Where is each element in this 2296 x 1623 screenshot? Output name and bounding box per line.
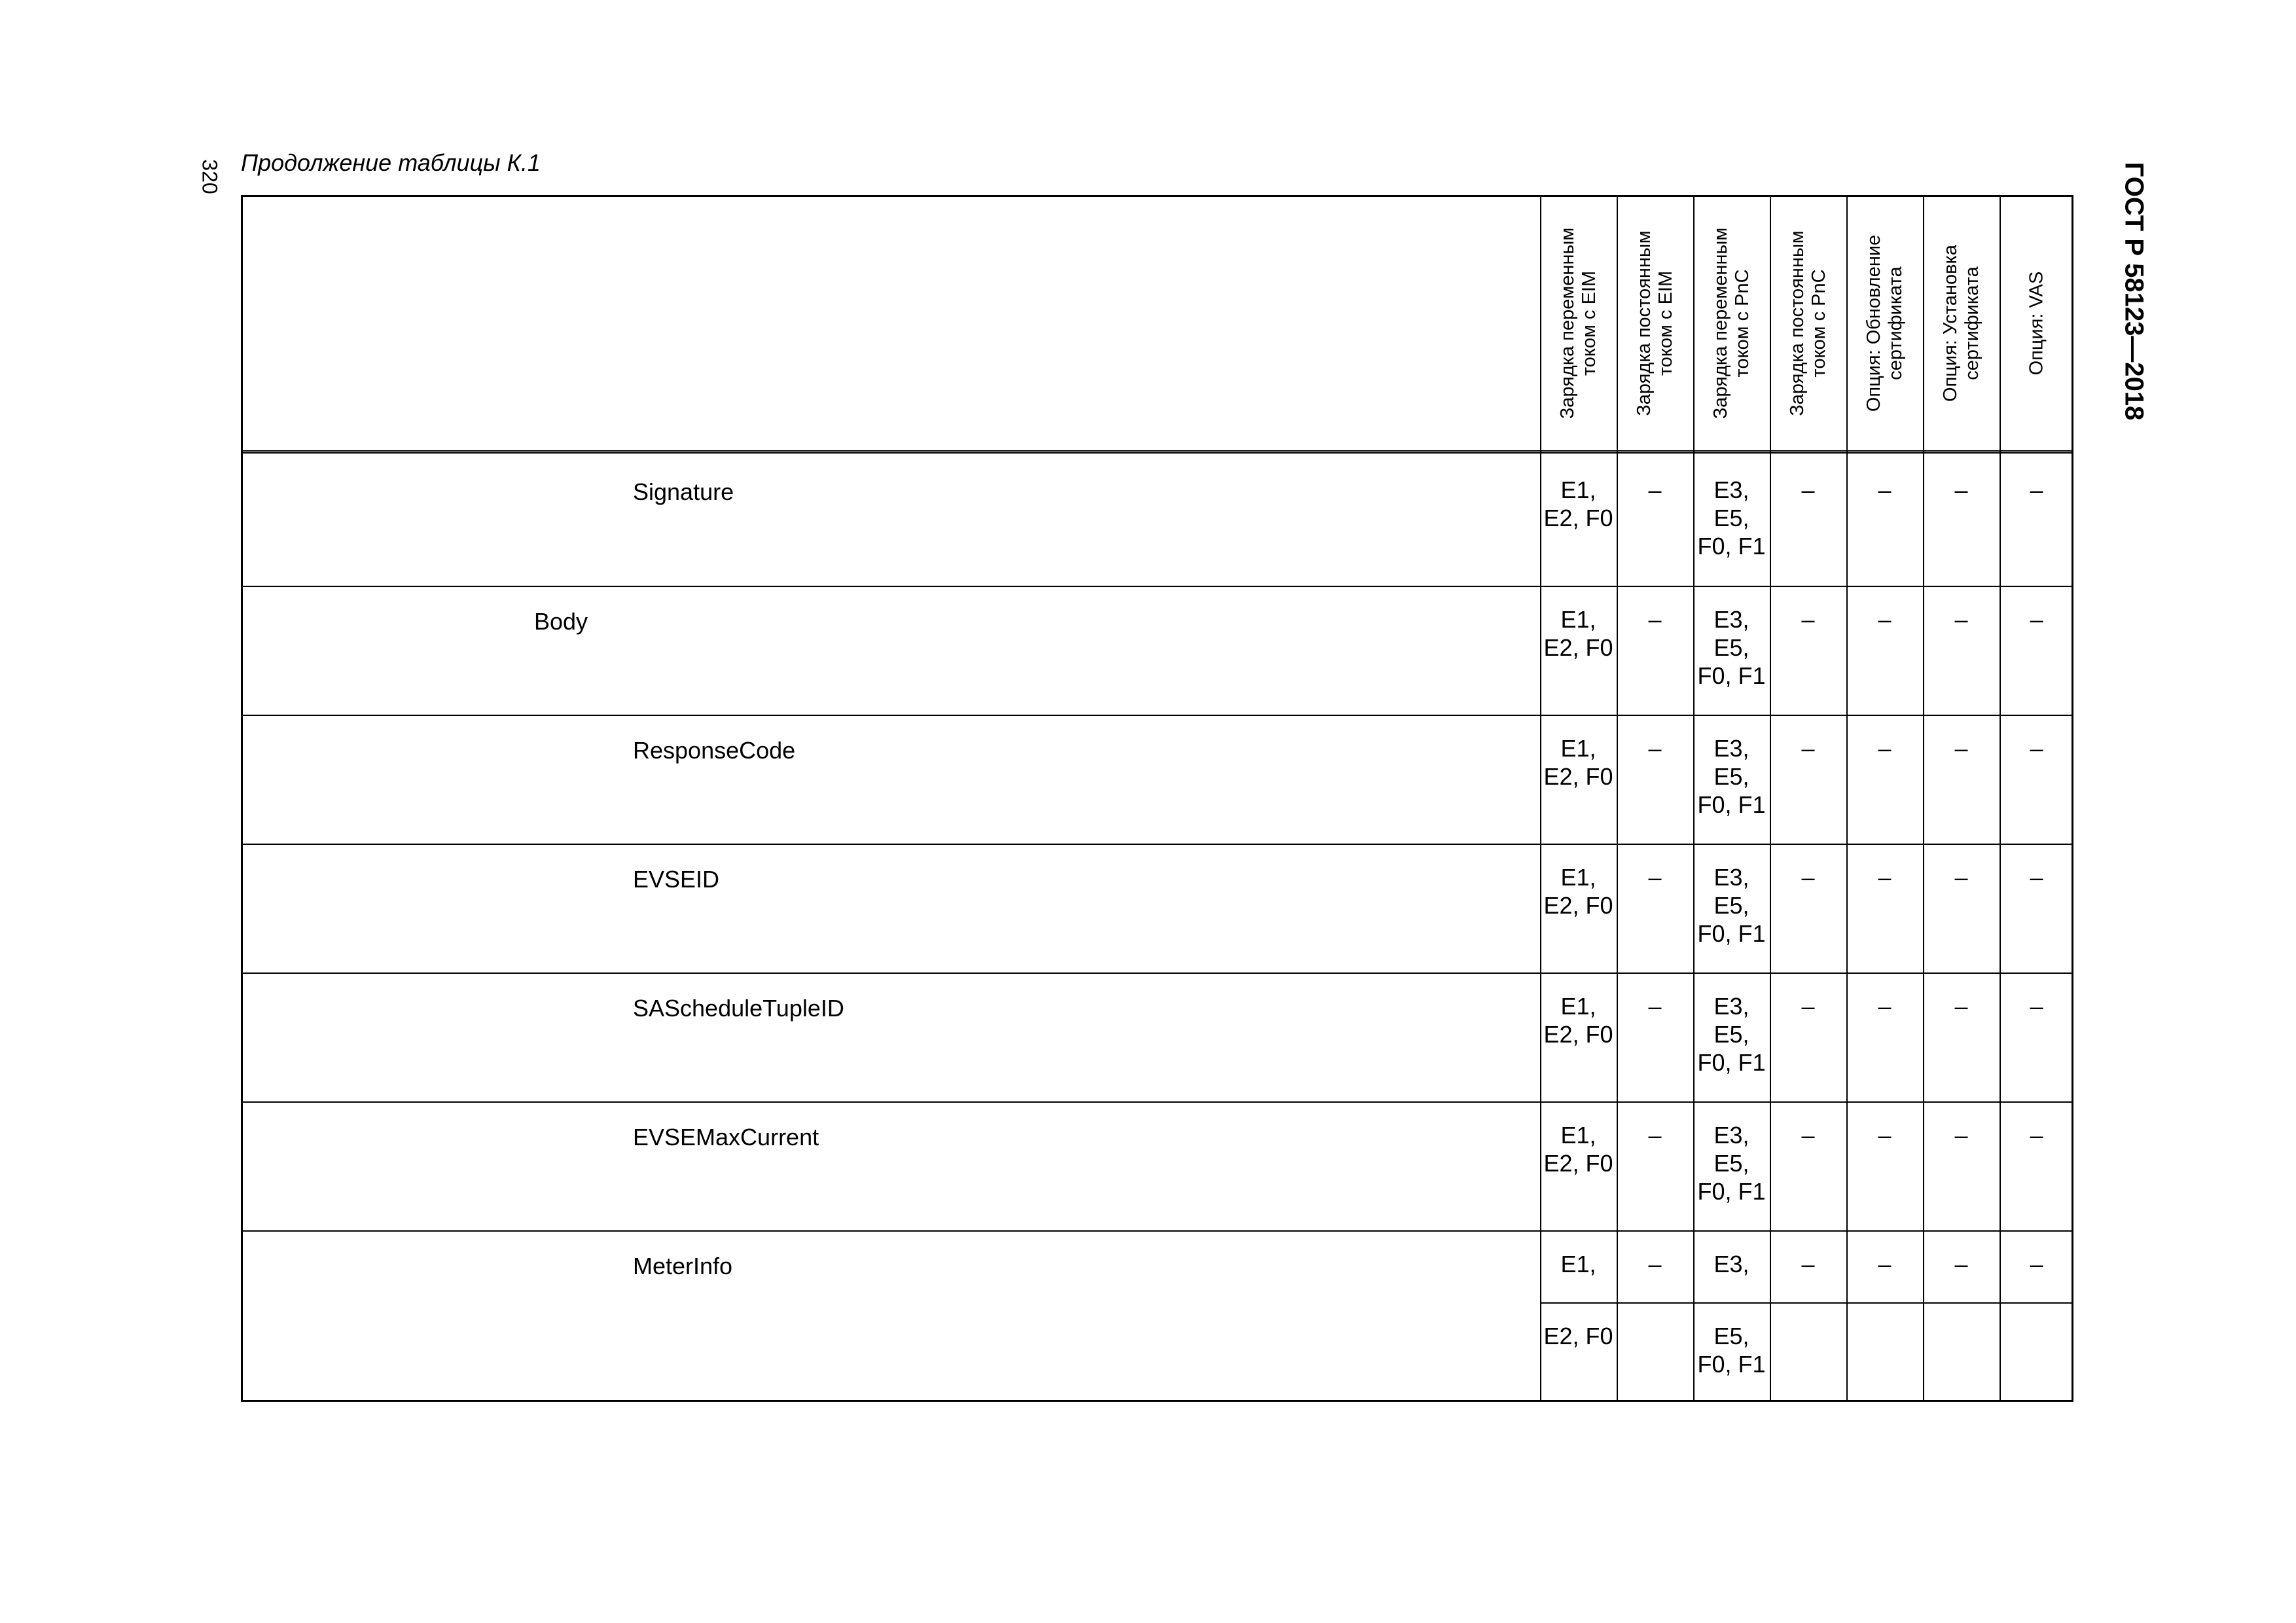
table-cell: – [2030,606,2043,633]
table-cell: – [1954,1122,1968,1149]
table-cell: – [1648,1251,1662,1277]
table-cell: E3, E5, F0, F1 [1697,735,1766,818]
row-divider [243,715,2072,716]
row-divider [243,972,2072,974]
standard-id: ГОСТ Р 58123—2018 [2119,162,2149,421]
column-header-label: Опция: Обновление сертификата [1863,234,1906,412]
table-cell: – [1878,1251,1892,1277]
table-cell: – [1801,606,1815,633]
row-divider [1540,1302,2072,1304]
table-cell [1619,1322,1691,1400]
table-cell: – [1878,606,1892,633]
table-cell: – [1801,993,1815,1020]
column-header [1540,197,1617,450]
table-cell: – [1954,476,1968,503]
table-cell: – [1954,1251,1968,1277]
row-divider [243,586,2072,587]
column-header [1617,197,1693,450]
element-name: EVSEMaxCurrent [633,1124,819,1150]
table-cell: E1, E2, F0 [1543,1122,1613,1177]
table-cell: E5, F0, F1 [1697,1323,1766,1378]
table-cell: E3, [1713,1251,1749,1277]
element-name: SAScheduleTupleID [633,995,844,1022]
table-cell: E1, E2, F0 [1543,735,1613,790]
table-cell: – [1801,1251,1815,1277]
table-cell: – [1801,864,1815,891]
table-cell: – [1648,476,1662,503]
table-cell: E1, [1560,1251,1596,1277]
column-header-label: Зарядка постоянным током с EIM [1633,230,1676,416]
table-cell [1772,1322,1844,1400]
element-name: EVSEID [633,866,720,893]
table-cell: – [1878,735,1892,762]
column-header [1770,197,1846,450]
table-cell: E3, E5, F0, F1 [1697,606,1766,689]
table-cell: E3, E5, F0, F1 [1697,1122,1766,1205]
table-cell: – [1648,993,1662,1020]
table-cell: – [1954,606,1968,633]
table-cell: – [1878,1122,1892,1149]
table-cell: E3, E5, F0, F1 [1697,864,1766,947]
header-separator [243,450,2072,454]
table-cell: – [1648,1122,1662,1149]
column-header-label: Опция: VAS [2026,271,2047,376]
continuation-title: Продолжение таблицы К.1 [241,149,541,176]
page-number: 320 [198,159,222,194]
table-cell [1849,1322,1920,1400]
row-divider [243,844,2072,845]
table-cell [2002,1322,2071,1400]
table-cell: – [1954,735,1968,762]
table-cell: – [1954,993,1968,1020]
table-cell: – [2030,864,2043,891]
element-name: MeterInfo [633,1253,733,1279]
column-header-label: Опция: Установка сертификата [1939,245,1982,402]
table-cell: E1, E2, F0 [1543,993,1613,1048]
row-divider [243,1101,2072,1103]
table-cell: – [2030,1251,2043,1277]
table-cell: E1, E2, F0 [1543,606,1613,661]
row-divider [243,1230,2072,1232]
table-cell [1926,1322,1997,1400]
column-header [1846,197,1923,450]
column-header [1923,197,2000,450]
table-cell: E3, E5, F0, F1 [1697,993,1766,1076]
column-header [1693,197,1770,450]
element-name: Body [534,608,588,635]
table-cell: – [1648,606,1662,633]
table-cell: – [2030,993,2043,1020]
column-header [2000,197,2073,450]
element-name: ResponseCode [633,737,796,764]
table-cell: – [1801,735,1815,762]
column-header-label: Зарядка постоянным током с PnC [1786,230,1829,416]
requirements-table [241,195,2073,1402]
table-cell: – [2030,735,2043,762]
table-cell: – [1648,864,1662,891]
table-cell: – [1878,476,1892,503]
table-cell: – [1954,864,1968,891]
table-cell: E2, F0 [1543,1323,1613,1349]
table-cell: – [2030,1122,2043,1149]
element-name: Signature [633,478,734,505]
table-cell: E1, E2, F0 [1543,476,1613,531]
table-cell: – [1878,864,1892,891]
table-cell: E1, E2, F0 [1543,864,1613,919]
column-header-label: Зарядка переменным током с PnC [1710,227,1753,419]
table-cell: – [1801,476,1815,503]
table-cell: – [1801,1122,1815,1149]
table-cell: E3, E5, F0, F1 [1697,476,1766,560]
table-cell: – [2030,476,2043,503]
table-cell: – [1878,993,1892,1020]
column-header-label: Зарядка переменным током с EIM [1556,227,1600,419]
table-cell: – [1648,735,1662,762]
